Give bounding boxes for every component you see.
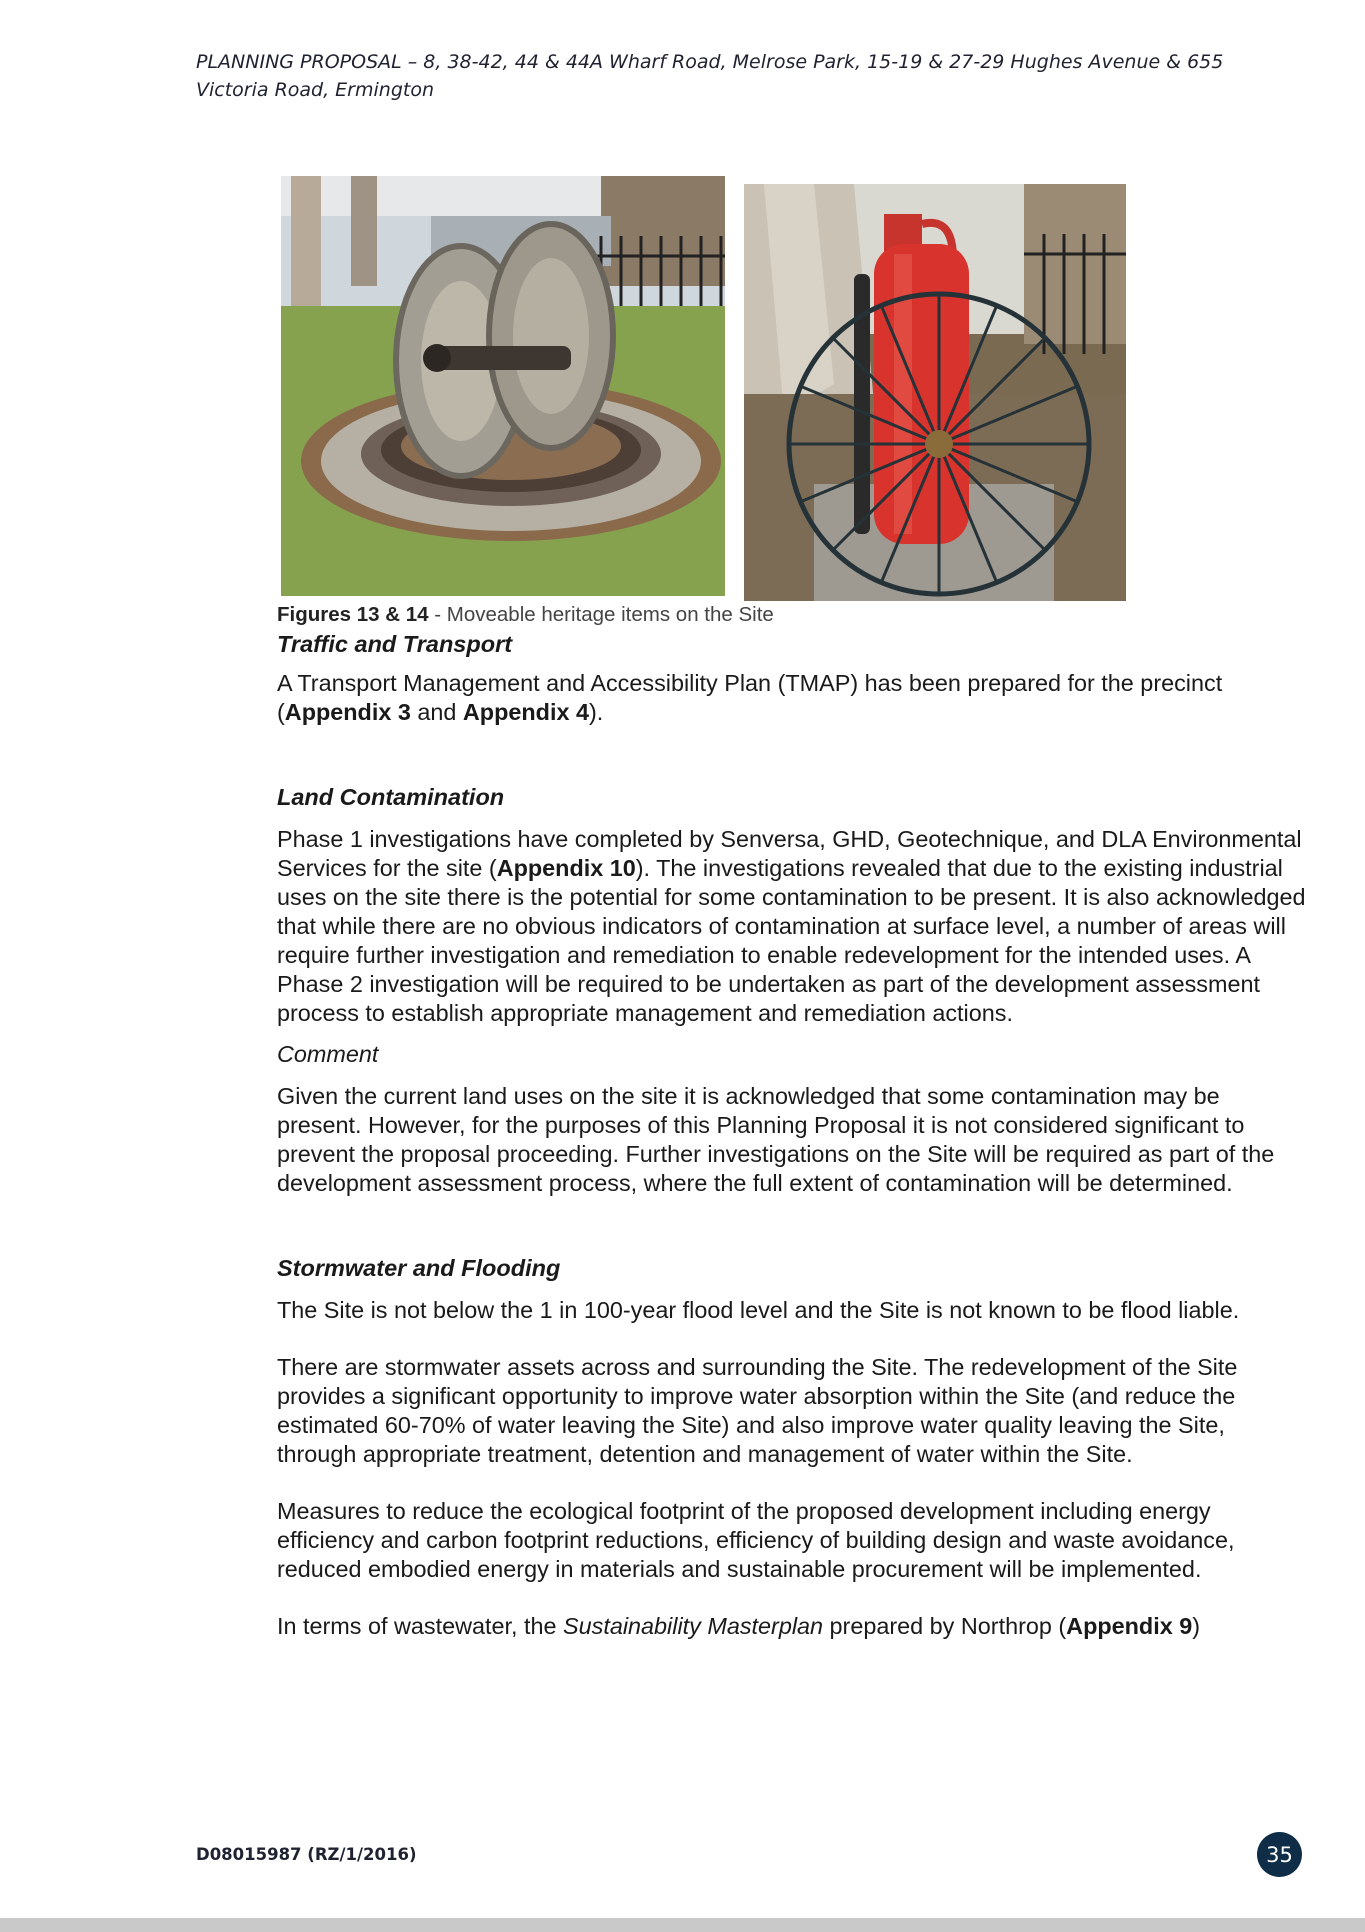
- document-reference: D08015987 (RZ/1/2016): [196, 1845, 417, 1864]
- heritage-millstones-photo: [281, 176, 725, 596]
- document-header: PLANNING PROPOSAL – 8, 38-42, 44 & 44A Wharf Road, Melrose Park, 15-19 & 27-29 Hughes Avenue & 655 Victoria Road, Ermington: [196, 51, 1224, 101]
- stormwater-paragraph-4: [277, 1612, 1307, 1641]
- text-run: and: [410, 699, 463, 725]
- heading-traffic: Traffic and Transport: [277, 631, 513, 657]
- heading-stormwater: Stormwater and Flooding: [277, 1255, 561, 1281]
- comment-label: Comment: [277, 1041, 379, 1067]
- stormwater-paragraph-2: There are stormwater assets across and surrounding the Site. The redevelopment of the Site provides a significant opportunity to improve water absorption within the Site (and reduce the estimated 60-70% of water leaving the Site) and also improve water quality leaving the Site, through appropriate treatment, detention and management of water within the Site.: [277, 1354, 1238, 1467]
- text-run: ). The investigations revealed that due to the existing industrial uses on the site there is the potential for some contamination to be present. It is also acknowledged that while there are no obvious indicators of contamination at surface level, a number of areas will require further investigation and remediation to enable redevelopment for the intended uses. A Phase 2 investigation will be required to be undertaken as part of the development assessment process to establish appropriate management and remediation actions.: [277, 855, 1306, 1026]
- page-bottom-edge: [0, 1918, 1365, 1932]
- text-run: A Transport Management and Accessibility Plan (TMAP) has been prepared for the precinct (: [277, 670, 1223, 725]
- heading-contamination: Land Contamination: [277, 784, 505, 810]
- text-run: ).: [588, 699, 604, 725]
- page-number-badge: 35: [1257, 1832, 1302, 1877]
- contamination-paragraph: [277, 825, 1307, 1028]
- text-run: prepared by Northrop (: [823, 1613, 1067, 1639]
- document-title-ref: Sustainability Masterplan: [563, 1613, 824, 1639]
- contamination-comment-paragraph: Given the current land uses on the site it is acknowledged that some contamination may be present. However, for the purposes of this Planning Proposal it is not considered significant to prevent the proposal proceeding. Further investigations on the Site will be required as part of the development assessment process, where the full extent of contamination will be determined.: [277, 1083, 1275, 1196]
- text-run: In terms of wastewater, the: [277, 1613, 564, 1639]
- appendix-ref: Appendix 10: [496, 855, 636, 881]
- text-run: ): [1192, 1613, 1201, 1639]
- heritage-fire-cart-photo: [744, 184, 1126, 601]
- text-run: Phase 1 investigations have completed by Senversa, GHD, Geotechnique, and DLA Environmental Services for the site (: [277, 826, 1302, 881]
- figure-caption: [277, 601, 1307, 629]
- stormwater-paragraph-1: The Site is not below the 1 in 100-year flood level and the Site is not known to be flood liable.: [277, 1297, 1240, 1323]
- figure-caption-label: Figures 13 & 14: [277, 603, 429, 626]
- appendix-ref: Appendix 9: [1066, 1613, 1193, 1639]
- stormwater-paragraph-3: Measures to reduce the ecological footprint of the proposed development including energy efficiency and carbon footprint reductions, efficiency of building design and waste avoidance, reduced embodied energy in materials and sustainable procurement will be implemented.: [277, 1498, 1235, 1582]
- appendix-ref: Appendix 3: [284, 699, 411, 725]
- appendix-ref: Appendix 4: [462, 699, 589, 725]
- figure-caption-text: - Moveable heritage items on the Site: [428, 603, 774, 626]
- traffic-paragraph: [277, 669, 1307, 727]
- main-content: [277, 601, 1307, 1641]
